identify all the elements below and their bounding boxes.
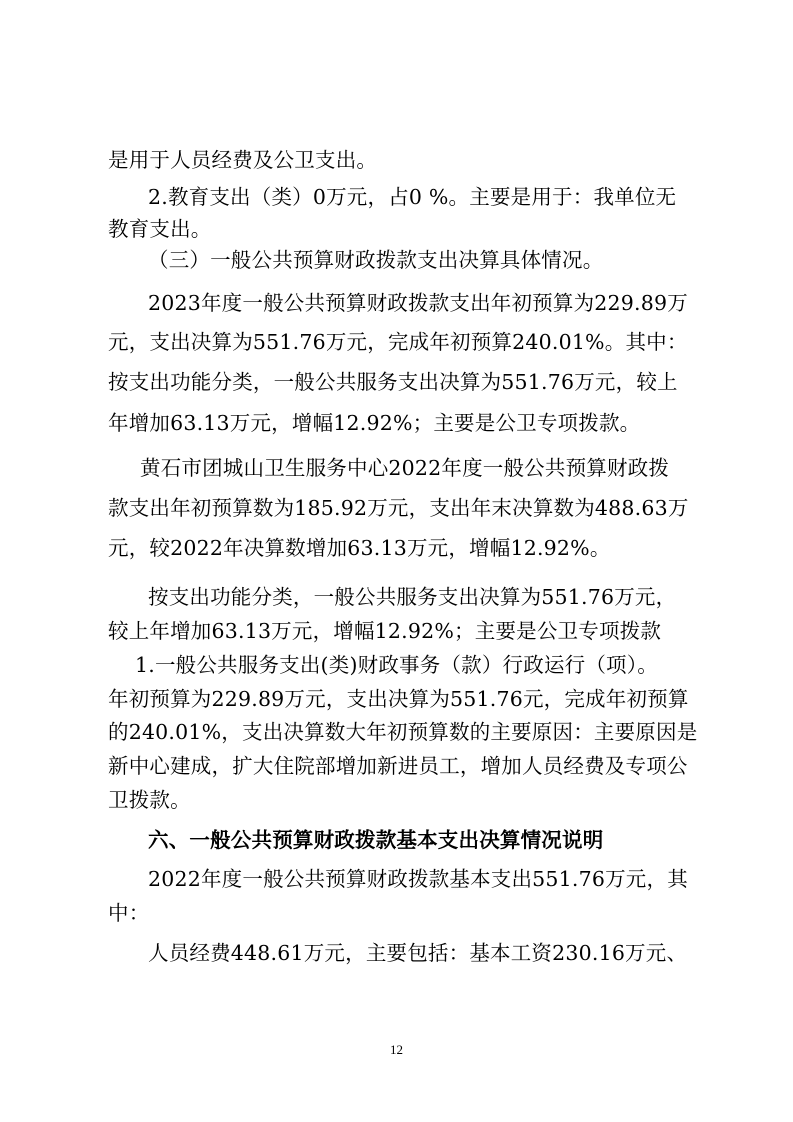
text-line: 人员经费448.61万元，主要包括：基本工资230.16万元、 (148, 941, 688, 965)
section-heading-bold: 六、一般公共预算财政拨款基本支出决算情况说明 (148, 828, 604, 852)
text-line: 较上年增加63.13万元，增幅12.92%；主要是公卫专项拨款 (108, 619, 662, 643)
text-line: 2.教育支出（类）0万元，占0 %。主要是用于：我单位无 (148, 185, 677, 209)
text-line: 元，支出决算为551.76万元，完成年初预算240.01%。其中： (108, 330, 688, 354)
text-line: 年初预算为229.89万元，支出决算为551.76元，完成年初预算 (108, 687, 689, 711)
text-line: 1.一般公共服务支出(类)财政事务（款）行政运行（项）。 (135, 653, 658, 677)
page-number: 12 (390, 1042, 403, 1057)
section-heading: （三）一般公共预算财政拨款支出决算具体情况。 (148, 248, 604, 272)
text-line: 2023年度一般公共预算财政拨款支出年初预算为229.89万 (148, 291, 688, 315)
text-line: 款支出年初预算数为185.92万元，支出年末决算数为488.63万 (108, 496, 689, 520)
text-line: 的240.01%，支出决算数大年初预算数的主要原因：主要原因是 (108, 720, 698, 744)
text-line: 中： (108, 901, 150, 925)
text-line: 年增加63.13万元，增幅12.92%；主要是公卫专项拨款。 (108, 411, 641, 435)
text-line: 元，较2022年决算数增加63.13万元，增幅12.92%。 (108, 536, 611, 560)
text-line: 教育支出。 (108, 217, 212, 241)
text-line: 新中心建成，扩大住院部增加新进员工，增加人员经费及专项公 (108, 754, 688, 778)
text-line: 按支出功能分类，一般公共服务支出决算为551.76万元， (148, 585, 677, 609)
text-line: 是用于人员经费及公卫支出。 (108, 148, 378, 172)
text-line: 2022年度一般公共预算财政拨款基本支出551.76万元，其 (148, 867, 688, 891)
text-line: 卫拨款。 (108, 788, 191, 812)
text-line: 黄石市团城山卫生服务中心2022年度一般公共预算财政拨 (140, 456, 670, 480)
text-line: 按支出功能分类，一般公共服务支出决算为551.76万元，较上 (108, 370, 678, 394)
